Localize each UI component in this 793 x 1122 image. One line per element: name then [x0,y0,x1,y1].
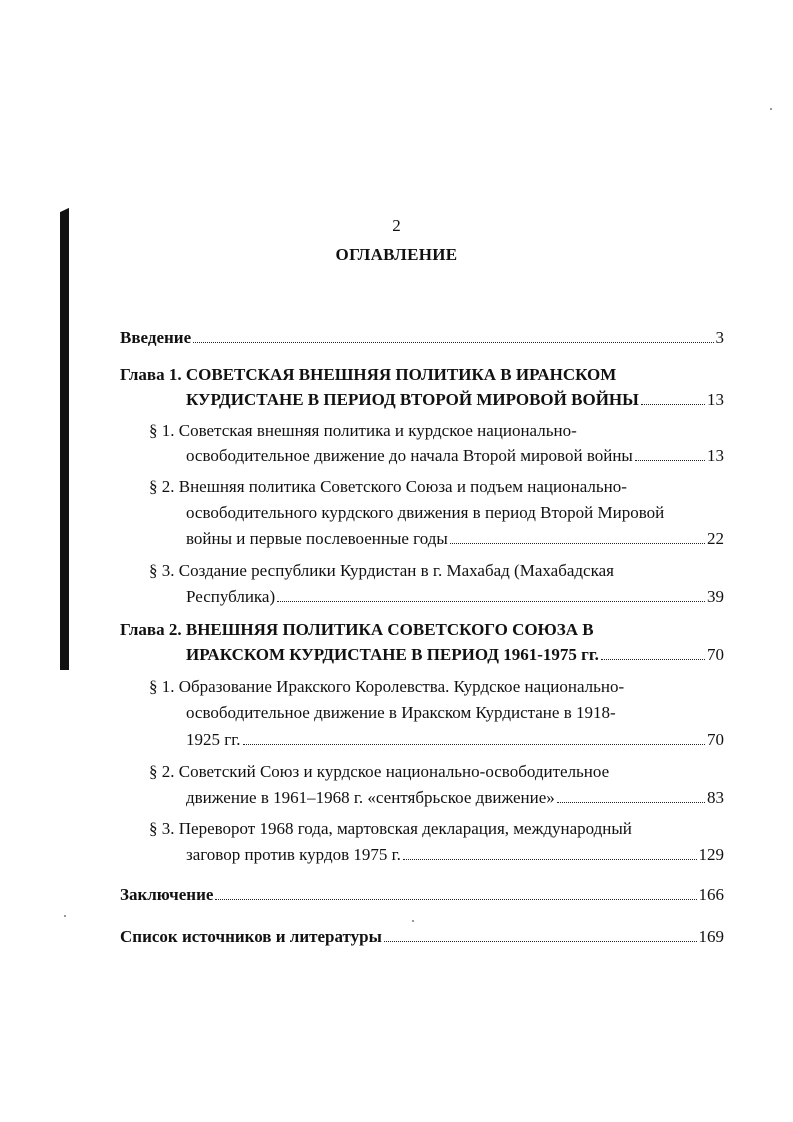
toc-section-2-3-line1[interactable] [149,819,724,839]
dot-leader [277,601,705,602]
toc-section-1-3-line1[interactable] [149,561,724,581]
toc-page-number: 13 [707,446,724,465]
dot-leader [601,659,705,660]
toc-section-1-1-line1[interactable] [149,421,724,441]
toc-page-number: 129 [698,845,724,864]
scan-speck [412,920,414,922]
toc-entry-label: КУРДИСТАНЕ В ПЕРИОД ВТОРОЙ МИРОВОЙ ВОЙНЫ [186,390,639,409]
dot-leader [403,859,697,860]
toc-page-number: 166 [698,885,724,904]
toc-entry-label: освободительное движение до начала Второй мировой войны [186,446,633,465]
toc-entry-label: Глава 1. СОВЕТСКАЯ ВНЕШНЯЯ ПОЛИТИКА В ИРАНСКОМ [120,365,617,384]
toc-entry-label: заговор против курдов 1975 г. [186,845,401,864]
dot-leader [215,899,696,900]
toc-chapter-1-line2[interactable] [186,390,724,410]
toc-entry-label: § 3. Создание республики Курдистан в г. Махабад (Махабадская [149,561,614,580]
dot-leader [243,744,705,745]
toc-entry-label: § 2. Внешняя политика Советского Союза и подъем национально- [149,477,627,496]
toc-chapter-2-line2[interactable] [186,645,724,665]
toc-page-number: 83 [707,788,724,807]
toc-entry-label: 1925 гг. [186,730,241,749]
toc-entry-intro[interactable] [120,328,724,348]
dot-leader [635,460,705,461]
toc-entry-label: § 1. Советская внешняя политика и курдское национально- [149,421,577,440]
toc-entry-label: освободительного курдского движения в период Второй Мировой [186,503,665,522]
dot-leader [384,941,697,942]
toc-page-number: 169 [698,927,724,946]
toc-section-2-1-line2[interactable] [186,703,724,723]
toc-page-number: 22 [707,529,724,548]
toc-section-1-2-line3[interactable] [186,529,724,549]
toc-section-1-3-line2[interactable] [186,587,724,607]
toc-chapter-1-line1[interactable] [120,365,724,385]
toc-entry-label: § 2. Советский Союз и курдское национально-освободительное [149,762,610,781]
toc-entry-label: Республика) [186,587,276,606]
dot-leader [193,342,713,343]
toc-entry-label: Глава 2. ВНЕШНЯЯ ПОЛИТИКА СОВЕТСКОГО СОЮЗА В [120,620,594,639]
toc-section-2-2-line2[interactable] [186,788,724,808]
page-number: 2 [392,216,401,235]
toc-entry-label: Список источников и литературы [120,927,382,946]
toc-entry-label: освободительное движение в Иракском Курдистане в 1918- [186,703,616,722]
toc-section-1-1-line2[interactable] [186,446,724,466]
toc-entry-label: войны и первые послевоенные годы [186,529,448,548]
dot-leader [641,404,705,405]
toc-section-1-2-line1[interactable] [149,477,724,497]
toc-page-number: 70 [707,730,724,749]
toc-section-2-2-line1[interactable] [149,762,724,782]
toc-entry-label: § 3. Переворот 1968 года, мартовская декларация, международный [149,819,632,838]
toc-section-2-1-line3[interactable] [186,730,724,750]
toc-entry-conclusion[interactable] [120,885,724,905]
page-title: ОГЛАВЛЕНИЕ [335,245,458,264]
dot-leader [557,802,705,803]
toc-entry-label: ИРАКСКОМ КУРДИСТАНЕ В ПЕРИОД 1961-1975 гг. [186,645,599,664]
toc-section-2-3-line2[interactable] [186,845,724,865]
scan-speck [770,108,772,110]
scan-edge-bar [60,215,69,670]
toc-chapter-2-line1[interactable] [120,620,724,640]
toc-page-number: 39 [707,587,724,606]
toc-entry-sources[interactable] [120,927,724,947]
scan-speck [64,915,66,917]
toc-page-number: 70 [707,645,724,664]
toc-entry-label: § 1. Образование Иракского Королевства. Курдское национально- [149,677,625,696]
toc-section-2-1-line1[interactable] [149,677,724,697]
toc-section-1-2-line2[interactable] [186,503,724,523]
toc-page-number: 13 [707,390,724,409]
toc-entry-label: Введение [120,328,192,347]
toc-entry-label: движение в 1961–1968 г. «сентябрьское движение» [186,788,555,807]
toc-page-number: 3 [715,328,724,347]
dot-leader [450,543,705,544]
toc-entry-label: Заключение [120,885,214,904]
